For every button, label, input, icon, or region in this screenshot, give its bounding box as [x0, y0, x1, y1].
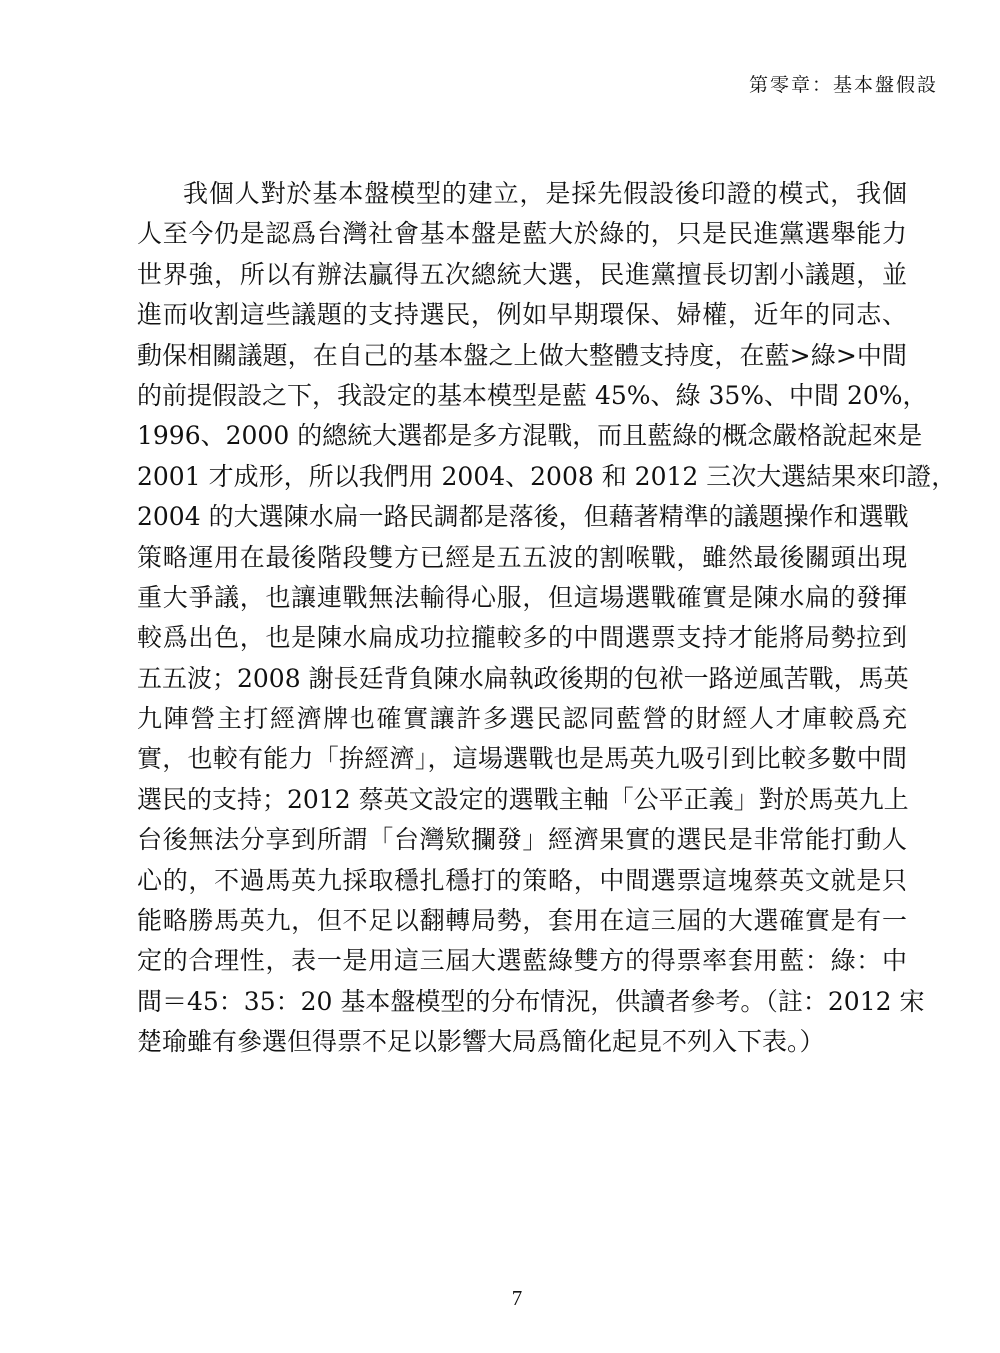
text-line: 人至今仍是認爲台灣社會基本盤是藍大於綠的，只是民進黨選舉能力	[137, 219, 907, 249]
text-line: 策略運用在最後階段雙方已經是五五波的割喉戰，雖然最後關頭出現	[137, 542, 907, 572]
text-line: 較爲出色，也是陳水扁成功拉攏較多的中間選票支持才能將局勢拉到	[137, 623, 907, 653]
text-line: 楚瑜雖有參選但得票不足以影響大局爲簡化起見不列入下表。）	[137, 1027, 825, 1057]
text-line: 九陣營主打經濟牌也確實讓許多選民認同藍營的財經人才庫較爲充	[137, 704, 907, 734]
text-line: 定的合理性，表一是用這三屆大選藍綠雙方的得票率套用藍：綠：中	[137, 946, 907, 976]
text-line: 世界強，所以有辦法贏得五次總統大選，民進黨擅長切割小議題，並	[137, 259, 907, 289]
text-line: 1996、2000 的總統大選都是多方混戰，而且藍綠的概念嚴格說起來是	[137, 421, 923, 451]
text-line: 重大爭議，也讓連戰無法輸得心服，但這場選戰確實是陳水扁的發揮	[137, 582, 907, 612]
page-number: 7	[511, 1286, 523, 1310]
text-line: 動保相關議題，在自己的基本盤之上做大整體支持度，在藍>綠>中間	[137, 340, 907, 370]
text-line: 選民的支持；2012 蔡英文設定的選戰主軸「公平正義」對於馬英九上	[137, 784, 909, 814]
text-line: 心的，不過馬英九採取穩扎穩打的策略，中間選票這塊蔡英文就是只	[137, 865, 907, 895]
text-line: 進而收割這些議題的支持選民，例如早期環保、婦權，近年的同志、	[137, 300, 907, 330]
text-line: 能略勝馬英九，但不足以翻轉局勢，套用在這三屆的大選確實是有一	[137, 906, 907, 936]
text-line: 間＝45：35：20 基本盤模型的分布情況，供讀者參考。（註：2012 宋	[137, 986, 925, 1016]
text-line: 的前提假設之下，我設定的基本模型是藍 45%、綠 35%、中間 20%，	[137, 380, 928, 410]
text-line: 2001 才成形，所以我們用 2004、2008 和 2012 三次大選結果來印證，	[137, 461, 957, 491]
text-line: 五五波；2008 謝長廷背負陳水扁執政後期的包袱一路逆風苦戰，馬英	[137, 663, 909, 693]
text-line: 實，也較有能力「拚經濟」，這場選戰也是馬英九吸引到比較多數中間	[137, 744, 907, 774]
text-line: 我個人對於基本盤模型的建立，是採先假設後印證的模式，我個	[183, 179, 907, 208]
running-header: 第零章：基本盤假設	[748, 74, 938, 96]
text-line: 2004 的大選陳水扁一路民調都是落後，但藉著精準的議題操作和選戰	[137, 502, 909, 532]
text-line: 台後無法分享到所謂「台灣欵攔發」經濟果實的選民是非常能打動人	[137, 825, 907, 855]
body-paragraph	[137, 174, 957, 1063]
